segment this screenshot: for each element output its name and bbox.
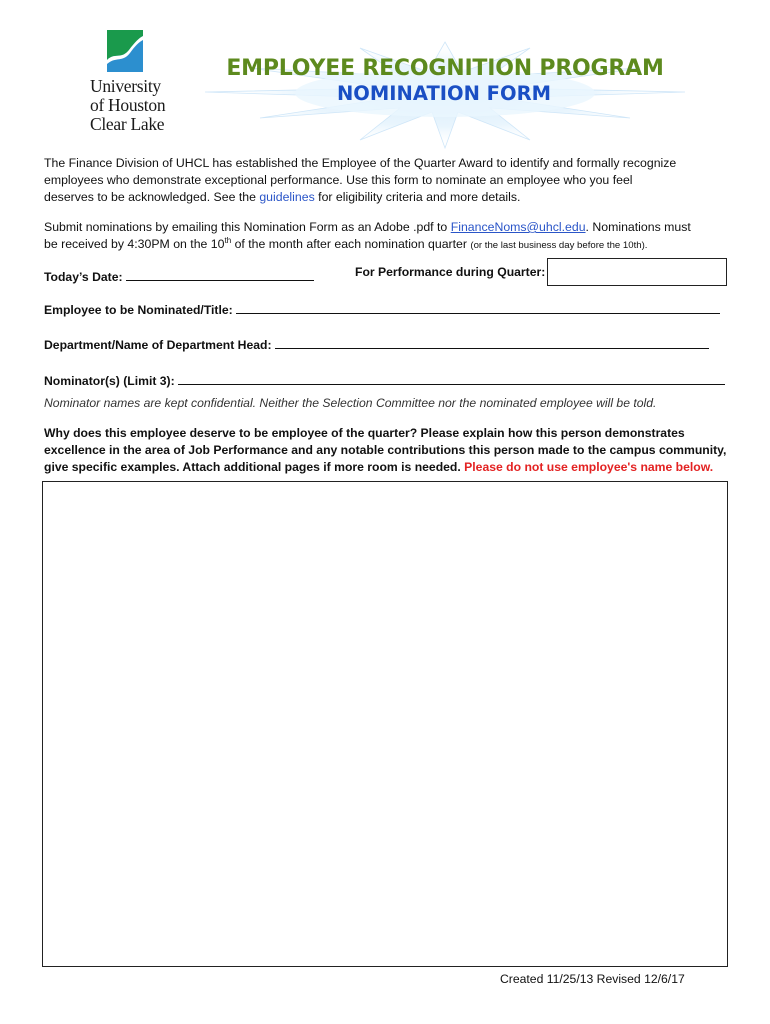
form-subtitle: NOMINATION FORM xyxy=(336,82,551,105)
uhcl-logo-mark-icon xyxy=(107,30,143,72)
intro-line-2: employees who demonstrate exceptional performance. Use this form to nominate an employee who you feel xyxy=(44,173,633,187)
intro-line-1: The Finance Division of UHCL has established the Employee of the Quarter Award to identify and formally recognize xyxy=(44,156,677,170)
employee-field[interactable] xyxy=(236,301,720,314)
logo-line-1: University xyxy=(90,76,161,96)
question-line-2: excellence in the area of Job Performance and any notable contributions this person made to the campus community, xyxy=(44,443,727,457)
nominators-field[interactable] xyxy=(178,372,725,385)
submit-line-1: Submit nominations by emailing this Nomination Form as an Adobe .pdf to FinanceNoms@uhcl.edu. Nominations must xyxy=(44,220,691,234)
nominators-label: Nominator(s) (Limit 3): xyxy=(44,374,175,388)
department-row xyxy=(44,336,709,352)
guidelines-link[interactable]: guidelines xyxy=(259,190,315,204)
nomination-answer-box[interactable] xyxy=(42,481,728,967)
nominators-row xyxy=(44,372,725,388)
uhcl-logo xyxy=(60,28,180,136)
confidentiality-note: Nominator names are kept confidential. Neither the Selection Committee nor the nominated employee will be told. xyxy=(44,396,657,410)
question-line-1: Why does this employee deserve to be employee of the quarter? Please explain how this person demonstrates xyxy=(44,426,685,440)
department-label: Department/Name of Department Head: xyxy=(44,338,272,352)
logo-line-3: Clear Lake xyxy=(90,114,165,134)
todays-date-field[interactable] xyxy=(126,268,314,281)
quarter-label: For Performance during Quarter: xyxy=(355,265,546,279)
todays-date-row xyxy=(44,268,314,284)
submit-line-2: be received by 4:30PM on the 10th of the month after each nomination quarter (or the last business day before the 10th). xyxy=(44,236,648,251)
question-line-3: give specific examples. Attach additional pages if more room is needed. Please do not use employee's name below. xyxy=(44,460,714,474)
email-link[interactable]: FinanceNoms@uhcl.edu xyxy=(450,220,586,234)
department-field[interactable] xyxy=(275,336,709,349)
intro-paragraph xyxy=(44,155,676,206)
revision-footer: Created 11/25/13 Revised 12/6/17 xyxy=(500,972,685,986)
name-warning: Please do not use employee's name below. xyxy=(464,460,714,474)
logo-line-2: of Houston xyxy=(90,95,166,115)
intro-line-3: deserves to be acknowledged. See the guidelines for eligibility criteria and more details. xyxy=(44,190,521,204)
nomination-question xyxy=(44,425,726,476)
employee-label: Employee to be Nominated/Title: xyxy=(44,303,233,317)
uhcl-logo-text xyxy=(90,77,190,134)
employee-row xyxy=(44,301,720,317)
todays-date-label: Today’s Date: xyxy=(44,270,123,284)
quarter-input[interactable] xyxy=(547,258,727,286)
title-banner xyxy=(200,40,690,150)
program-title: EMPLOYEE RECOGNITION PROGRAM xyxy=(226,56,664,81)
submit-paragraph xyxy=(44,219,691,254)
